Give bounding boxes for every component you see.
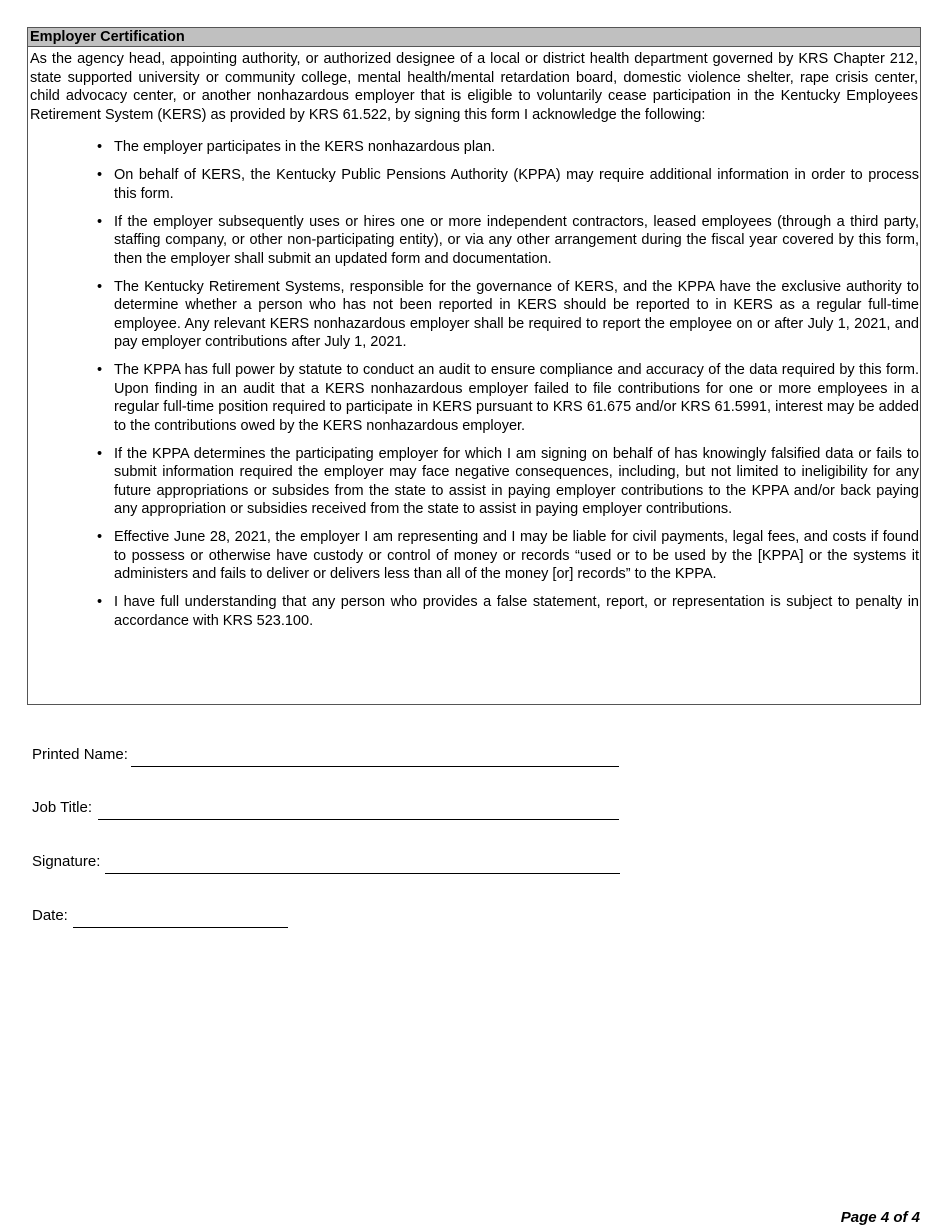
list-item [28, 445, 919, 519]
bullet-icon: • [97, 445, 103, 462]
list-item-text: Effective June 28, 2021, the employer I am representing and I may be liable for civil payments, legal fees, and costs if found to possess or otherwise have custody or control of money or records “used or to be used by the [KPPA] or the systems it administers and fails to deliver or delivers less than all of the money [or] records” to the KPPA. [114, 529, 919, 582]
list-item [28, 213, 919, 269]
job-title-label: Job Title: [32, 799, 93, 816]
list-item [28, 361, 919, 435]
employer-certification-section [27, 27, 921, 705]
list-item-text: I have full understanding that any person who provides a false statement, report, or representation is subject to penalty in accordance with KRS 523.100. [114, 594, 919, 629]
printed-name-row [32, 746, 619, 764]
date-field[interactable] [73, 915, 288, 928]
bullet-icon: • [97, 594, 103, 610]
signature-field[interactable] [105, 861, 620, 874]
list-item [28, 593, 919, 630]
signature-row [32, 853, 620, 871]
printed-name-label: Printed Name: [32, 746, 128, 763]
job-title-row [32, 799, 619, 817]
list-item [28, 166, 919, 203]
signature-label: Signature: [32, 853, 101, 870]
list-item-text: If the employer subsequently uses or hires one or more independent contractors, leased employees (through a third party, staffing company, or other non-participating entity), or via any other arrangement during the fiscal year covered by this form, then the employer shall submit an updated form and documentation. [114, 213, 919, 267]
list-item-text: The KPPA has full power by statute to conduct an audit to ensure compliance and accuracy of the data required by this form. Upon finding in an audit that a KERS nonhazardous employer failed to file contributions for one or more employees in a regular full-time position required to participate in KERS pursuant to KRS 61.675 and/or KRS 61.5991, interest may be added to the contributions owed by the KERS nonhazardous employer. [114, 362, 919, 434]
job-title-field[interactable] [98, 807, 619, 820]
acknowledgement-list [28, 138, 919, 630]
bullet-icon: • [97, 139, 103, 155]
bullet-icon: • [97, 278, 103, 295]
intro-paragraph: As the agency head, appointing authority, or authorized designee of a local or district health department governed by KRS Chapter 212, state supported university or community college, mental health/mental retardation board, domestic violence shelter, rape crisis center, child advocacy center, or another nonhazardous employer that is eligible to voluntarily cease participation in the Kentucky Employees Retirement System (KERS) as provided by KRS 61.522, by signing this form I acknowledge the following: [30, 51, 918, 123]
list-item-text: The Kentucky Retirement Systems, responsible for the governance of KERS, and the KPPA have the exclusive authority to determine whether a person who has not been reported in KERS should be reported to in KERS as a regular full-time employee. Any relevant KERS nonhazardous employer shall be required to report the employee on or after July 1, 2021, and pay employer contributions after July 1, 2021. [114, 278, 919, 350]
bullet-icon: • [97, 362, 103, 378]
page-number: Page 4 of 4 [840, 1209, 920, 1226]
list-item [28, 278, 919, 352]
list-item-text: On behalf of KERS, the Kentucky Public Pensions Authority (KPPA) may require additional information in order to process this form. [114, 167, 919, 202]
list-item [28, 528, 919, 584]
list-item-text: The employer participates in the KERS nonhazardous plan. [114, 139, 496, 155]
bullet-icon: • [97, 529, 103, 545]
bullet-icon: • [97, 213, 103, 230]
printed-name-field[interactable] [131, 754, 619, 767]
list-item-text: If the KPPA determines the participating employer for which I am signing on behalf of has knowingly falsified data or fails to submit information required the employer may face negative consequences, including, but not limited to ineligibility for any future appropriations or subsides from the state to assist in paying employer contributions to the KPPA and/or back paying any appropriation or subsidies received from the state to assist in paying employer contributions. [114, 445, 919, 517]
bullet-icon: • [97, 167, 103, 183]
date-row [32, 907, 288, 925]
section-title: Employer Certification [28, 28, 920, 47]
list-item [28, 138, 919, 157]
date-label: Date: [32, 907, 68, 924]
